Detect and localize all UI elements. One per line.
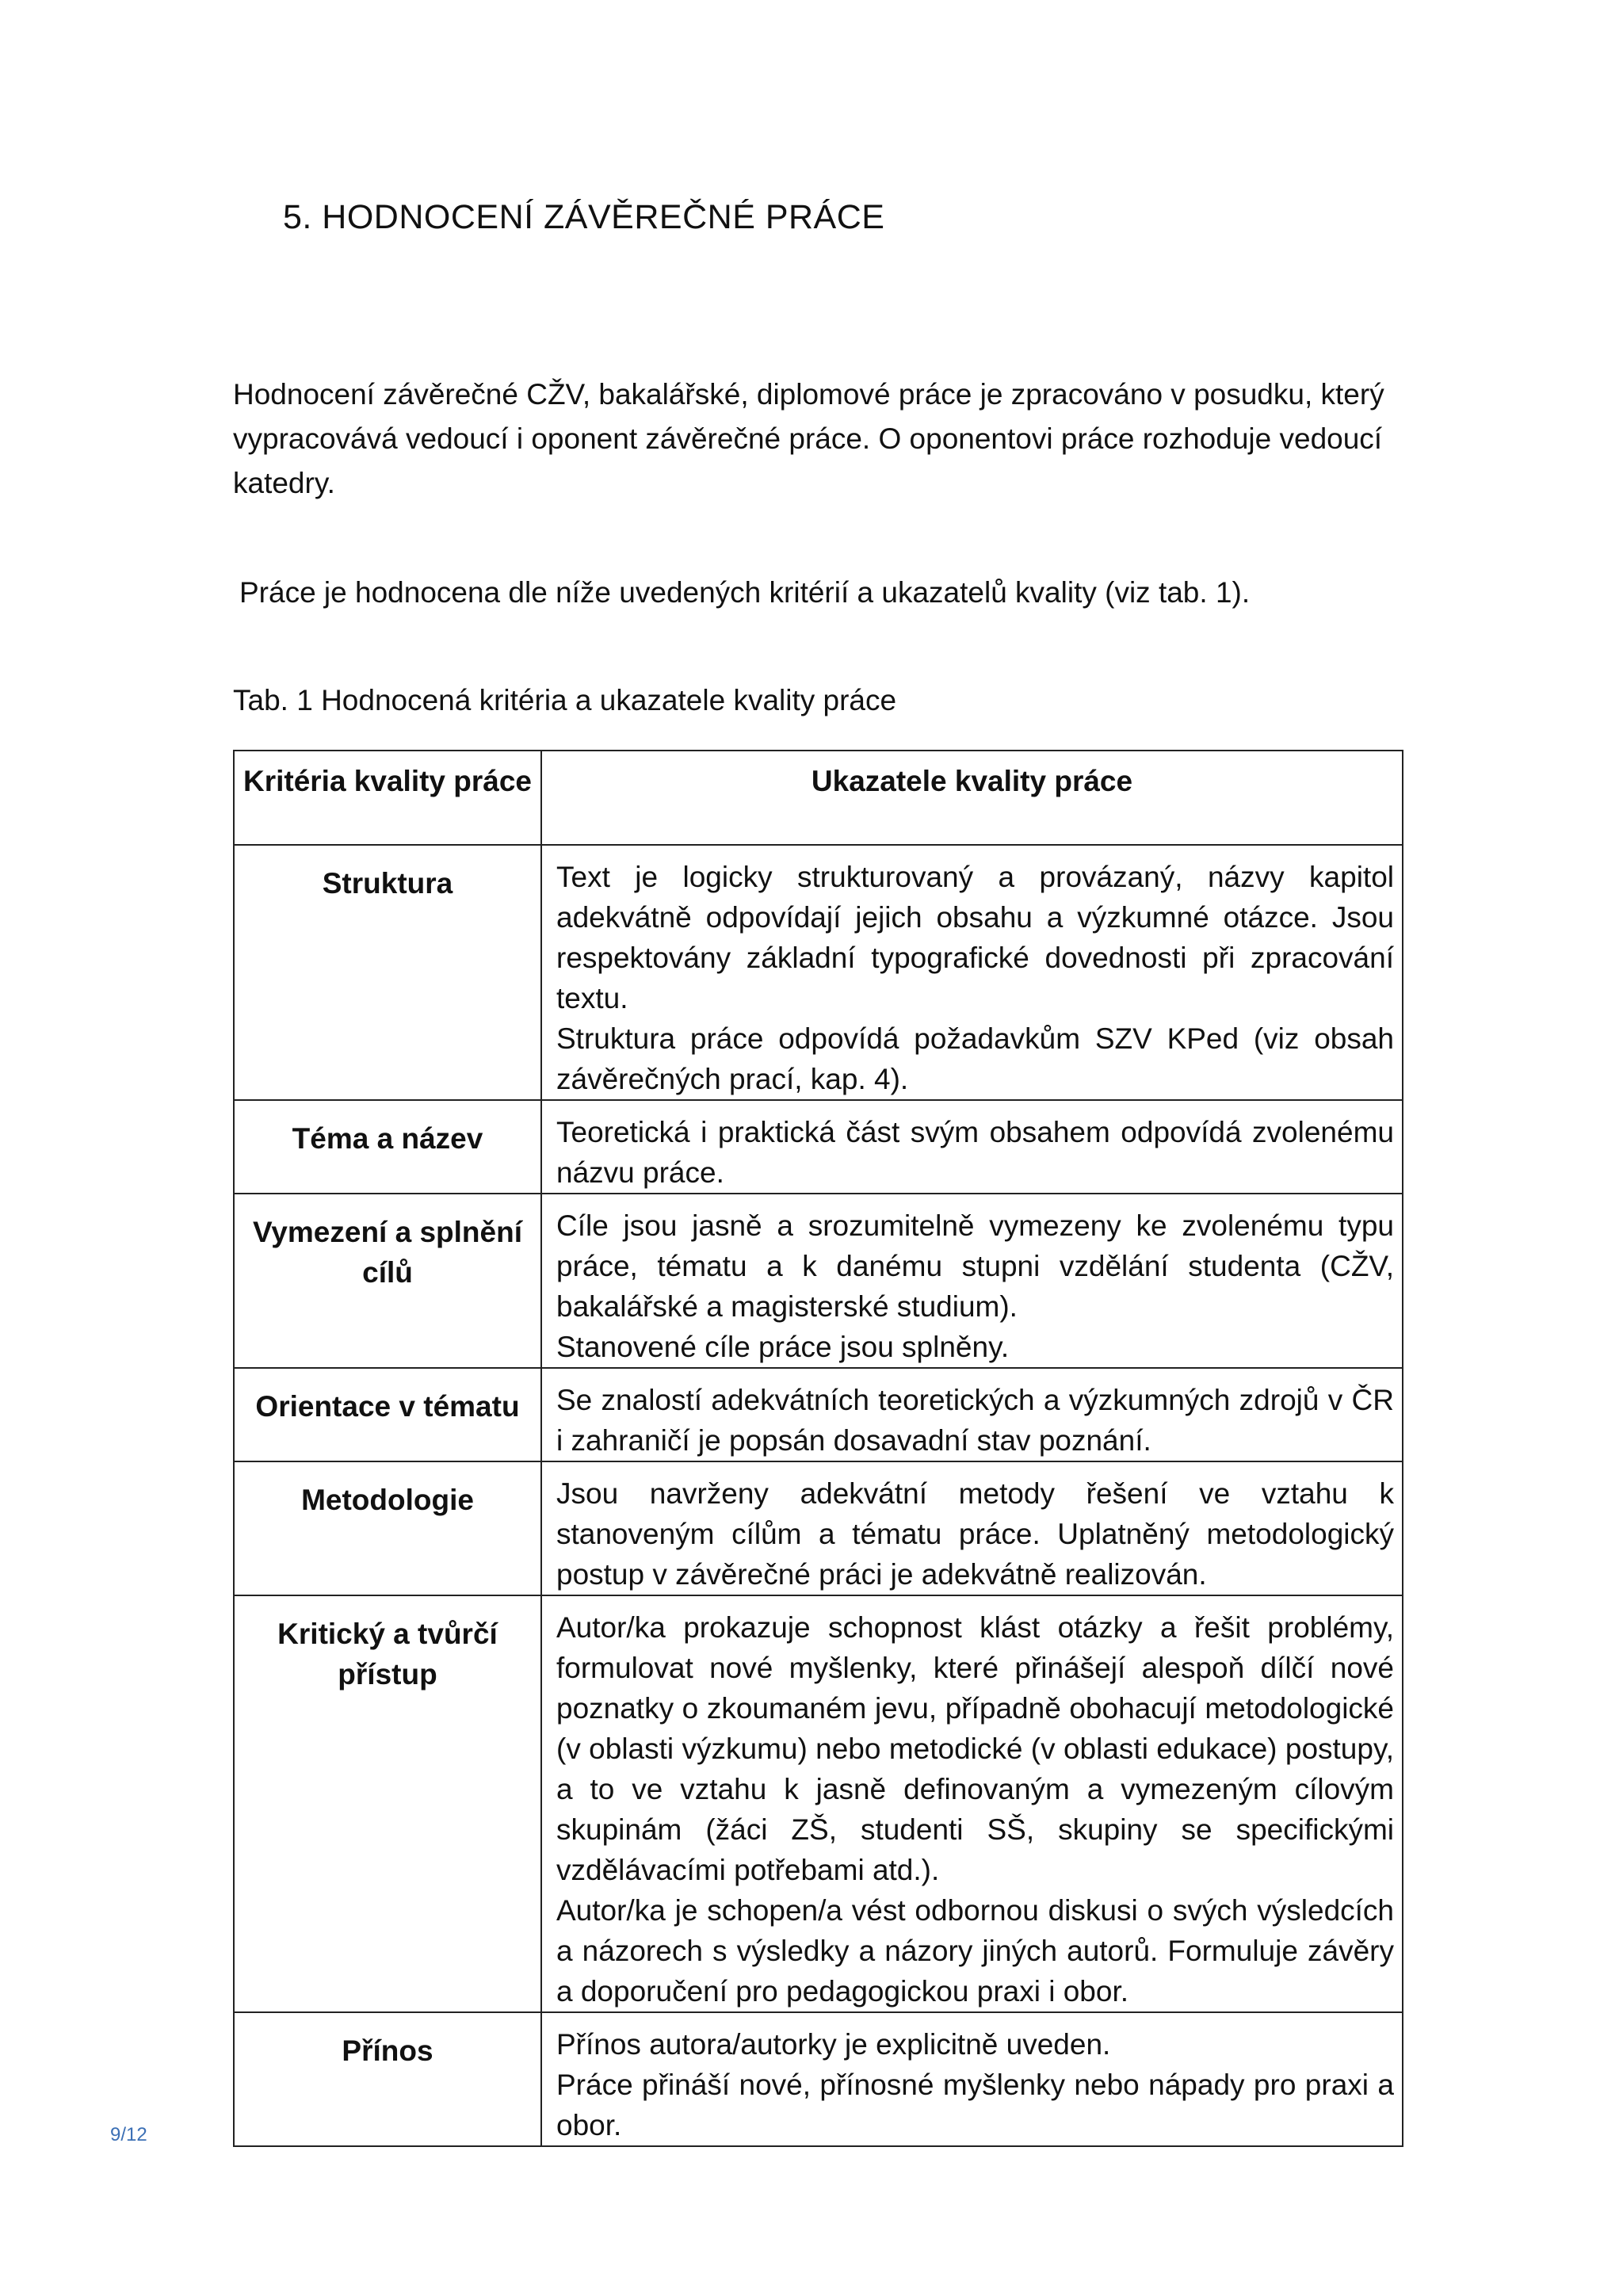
section-heading: 5. HODNOCENÍ ZÁVĚREČNÉ PRÁCE <box>283 198 885 236</box>
indicator-text: Se znalostí adekvátních teoretických a výzkumných zdrojů v ČR i zahraničí je popsán dosavadní stav poznání. <box>556 1384 1394 1457</box>
indicator-text: Autor/ka je schopen/a vést odbornou diskusi o svých výsledcích a názorech s výsledky a názory jiných autorů. Formuluje závěry a doporučení pro pedagogickou praxi i obor. <box>556 1894 1394 2008</box>
criterion-cell: Vymezení a splnění cílů <box>234 1194 541 1368</box>
criteria-paragraph: Práce je hodnocena dle níže uvedených kritérií a ukazatelů kvality (viz tab. 1). <box>239 576 1251 609</box>
table-row <box>234 1194 1403 1368</box>
page-number: 9/12 <box>110 2124 147 2145</box>
indicator-cell <box>541 845 1403 1100</box>
table-row <box>234 1100 1403 1194</box>
indicator-text: Práce přináší nové, přínosné myšlenky nebo nápady pro praxi a obor. <box>556 2069 1394 2141</box>
indicator-cell <box>541 1100 1403 1194</box>
indicator-cell <box>541 1194 1403 1368</box>
indicator-text: Jsou navrženy adekvátní metody řešení ve vztahu k stanoveným cílům a tématu práce. Uplatněný metodologický postup v závěrečné práci je adekvátně realizován. <box>556 1477 1394 1591</box>
table-header-row <box>234 751 1403 845</box>
criterion-cell: Metodologie <box>234 1461 541 1595</box>
table-row <box>234 1595 1403 2012</box>
criterion-cell: Téma a název <box>234 1100 541 1194</box>
table-row <box>234 1368 1403 1461</box>
table-row <box>234 1461 1403 1595</box>
indicator-text: Cíle jsou jasně a srozumitelně vymezeny ke zvolenému typu práce, tématu a k danému stupni vzdělání studenta (CŽV, bakalářské a magisterské studium). <box>556 1209 1394 1323</box>
criterion-cell: Struktura <box>234 845 541 1100</box>
criterion-cell: Kritický a tvůrčí přístup <box>234 1595 541 2012</box>
table-row <box>234 845 1403 1100</box>
intro-paragraph: Hodnocení závěrečné CŽV, bakalářské, diplomové práce je zpracováno v posudku, který vypracovává vedoucí i oponent závěrečné práce. O oponentovi práce rozhoduje vedoucí katedry. <box>233 378 1384 499</box>
indicator-cell <box>541 1461 1403 1595</box>
indicator-text: Struktura práce odpovídá požadavkům SZV KPed (viz obsah závěrečných prací, kap. 4). <box>556 1022 1394 1095</box>
indicator-cell <box>541 1595 1403 2012</box>
indicator-text: Přínos autora/autorky je explicitně uveden. <box>556 2028 1111 2061</box>
table-row <box>234 2012 1403 2146</box>
indicator-cell <box>541 2012 1403 2146</box>
indicator-text: Stanovené cíle práce jsou splněny. <box>556 1331 1010 1363</box>
header-criteria: Kritéria kvality práce <box>234 751 541 845</box>
criterion-cell: Přínos <box>234 2012 541 2146</box>
table-caption: Tab. 1 Hodnocená kritéria a ukazatele kvality práce <box>233 684 897 716</box>
criterion-cell: Orientace v tématu <box>234 1368 541 1461</box>
indicator-cell <box>541 1368 1403 1461</box>
indicator-text: Teoretická i praktická část svým obsahem odpovídá zvolenému názvu práce. <box>556 1116 1394 1189</box>
indicator-text: Autor/ka prokazuje schopnost klást otázky a řešit problémy, formulovat nové myšlenky, které přinášejí alespoň dílčí nové poznatky o zkoumaném jevu, případně obohacují metodologické (v oblasti výzkumu) nebo metodické (v oblasti edukace) postupy, a to ve vztahu k jasně definovaným a vymezeným cílovým skupinám (žáci ZŠ, studenti SŠ, skupiny se specifickými vzdělávacími potřebami atd.). <box>556 1611 1394 1886</box>
criteria-table <box>233 750 1403 2147</box>
header-indicators: Ukazatele kvality práce <box>541 751 1403 845</box>
indicator-text: Text je logicky strukturovaný a provázaný, názvy kapitol adekvátně odpovídají jejich obsahu a výzkumné otázce. Jsou respektovány základní typografické dovednosti při zpracování textu. <box>556 861 1394 1014</box>
